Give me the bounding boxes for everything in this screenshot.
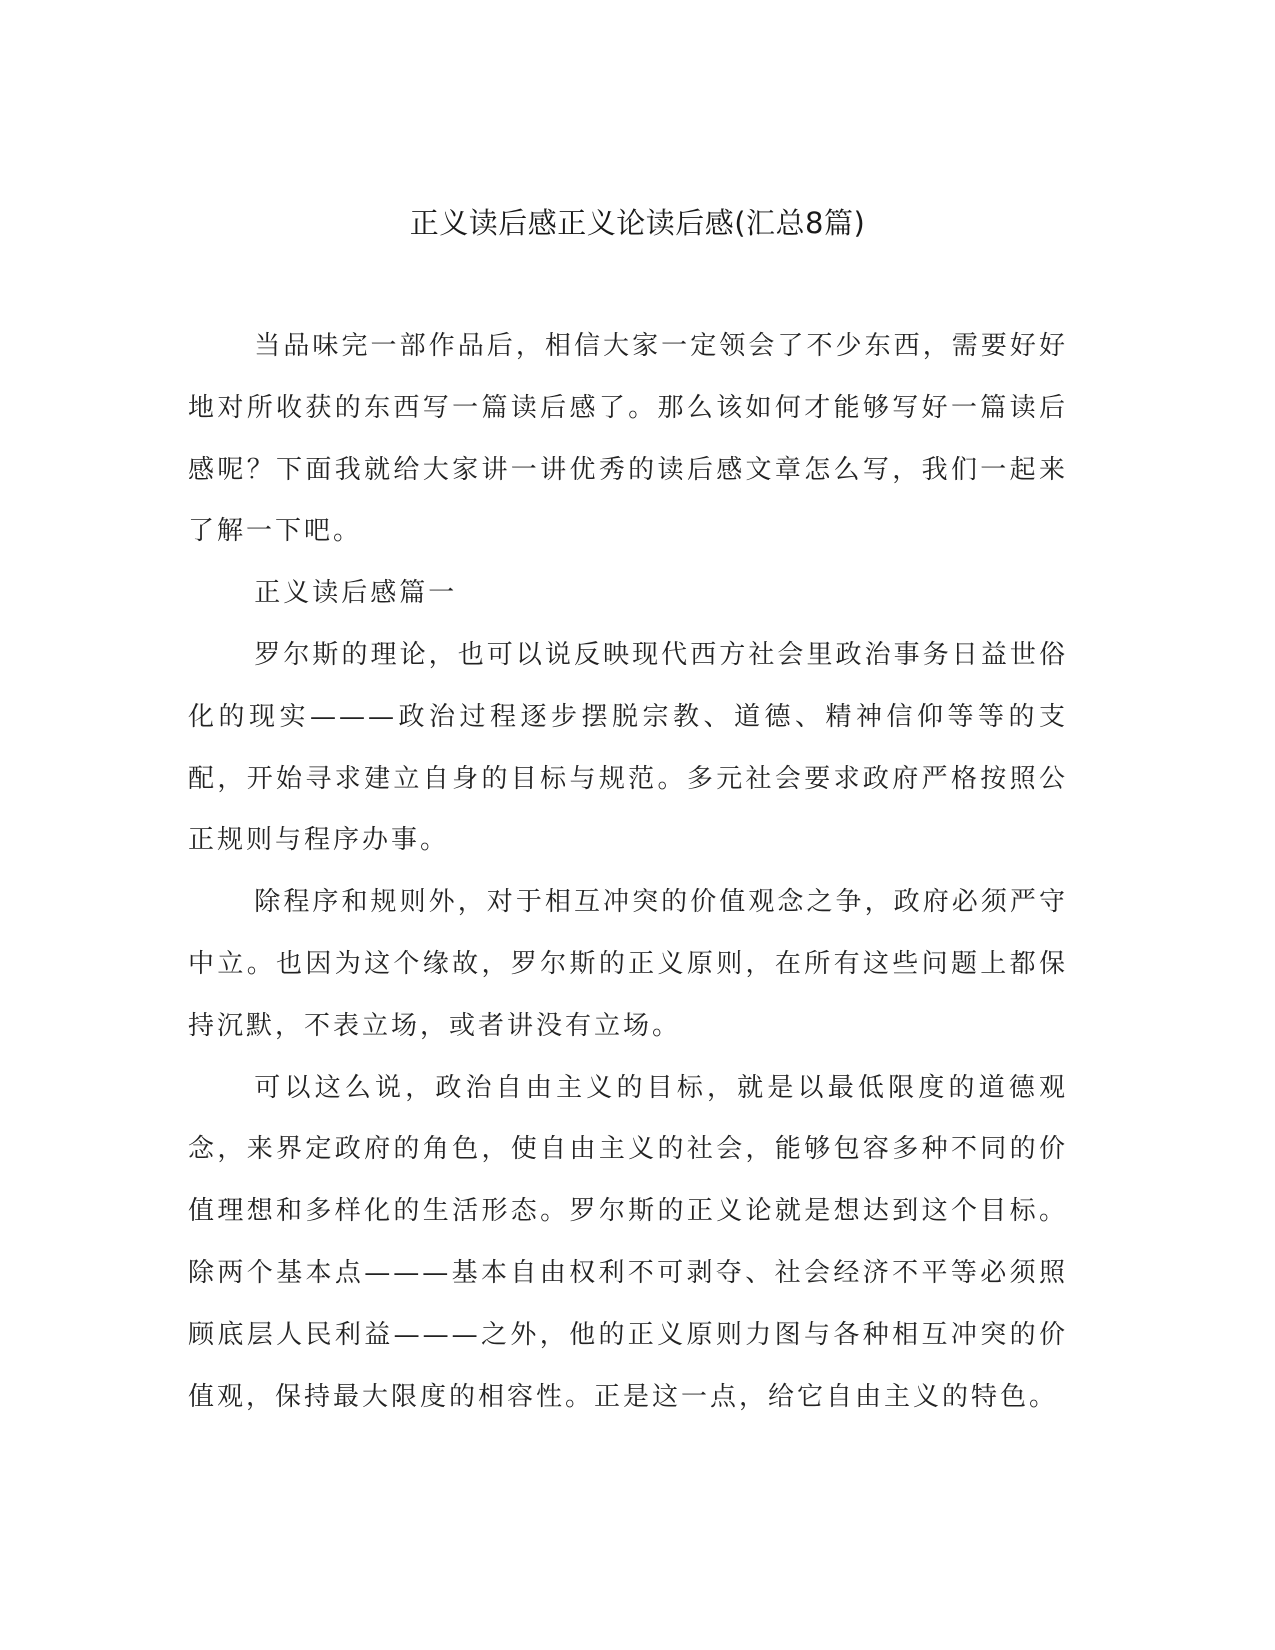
section-heading: 正义读后感篇一: [254, 578, 458, 609]
body-paragraph: 罗尔斯的理论，也可以说反映现代西方社会里政治事务日益世俗化的现实———政治过程逐步摆脱宗教、道德、精神信仰等等的支配，开始寻求建立自身的目标与规范。多元社会要求政府严格按照公正规则与程序办事。: [188, 639, 1068, 856]
body-paragraph: 可以这么说，政治自由主义的目标，就是以最低限度的道德观念，来界定政府的角色，使自由主义的社会，能够包容多种不同的价值理想和多样化的生活形态。罗尔斯的正义论就是想达到这个目标。除两个基本点———基本自由权利不可剥夺、社会经济不平等必须照顾底层人民利益———之外，他的正义原则力图与各种相互冲突的价值观，保持最大限度的相容性。正是这一点，给它自由主义的特色。: [188, 1072, 1068, 1412]
page-title: 正义读后感正义论读后感(汇总8篇): [409, 206, 866, 240]
intro-paragraph: 当品味完一部作品后，相信大家一定领会了不少东西，需要好好地对所收获的东西写一篇读后感了。那么该如何才能够写好一篇读后感呢？下面我就给大家讲一讲优秀的读后感文章怎么写，我们一起来了解一下吧。: [188, 331, 1068, 547]
body-paragraph: 除程序和规则外，对于相互冲突的价值观念之争，政府必须严守中立。也因为这个缘故，罗尔斯的正义原则，在所有这些问题上都保持沉默，不表立场，或者讲没有立场。: [188, 887, 1068, 1041]
document-body: [188, 316, 1068, 1428]
